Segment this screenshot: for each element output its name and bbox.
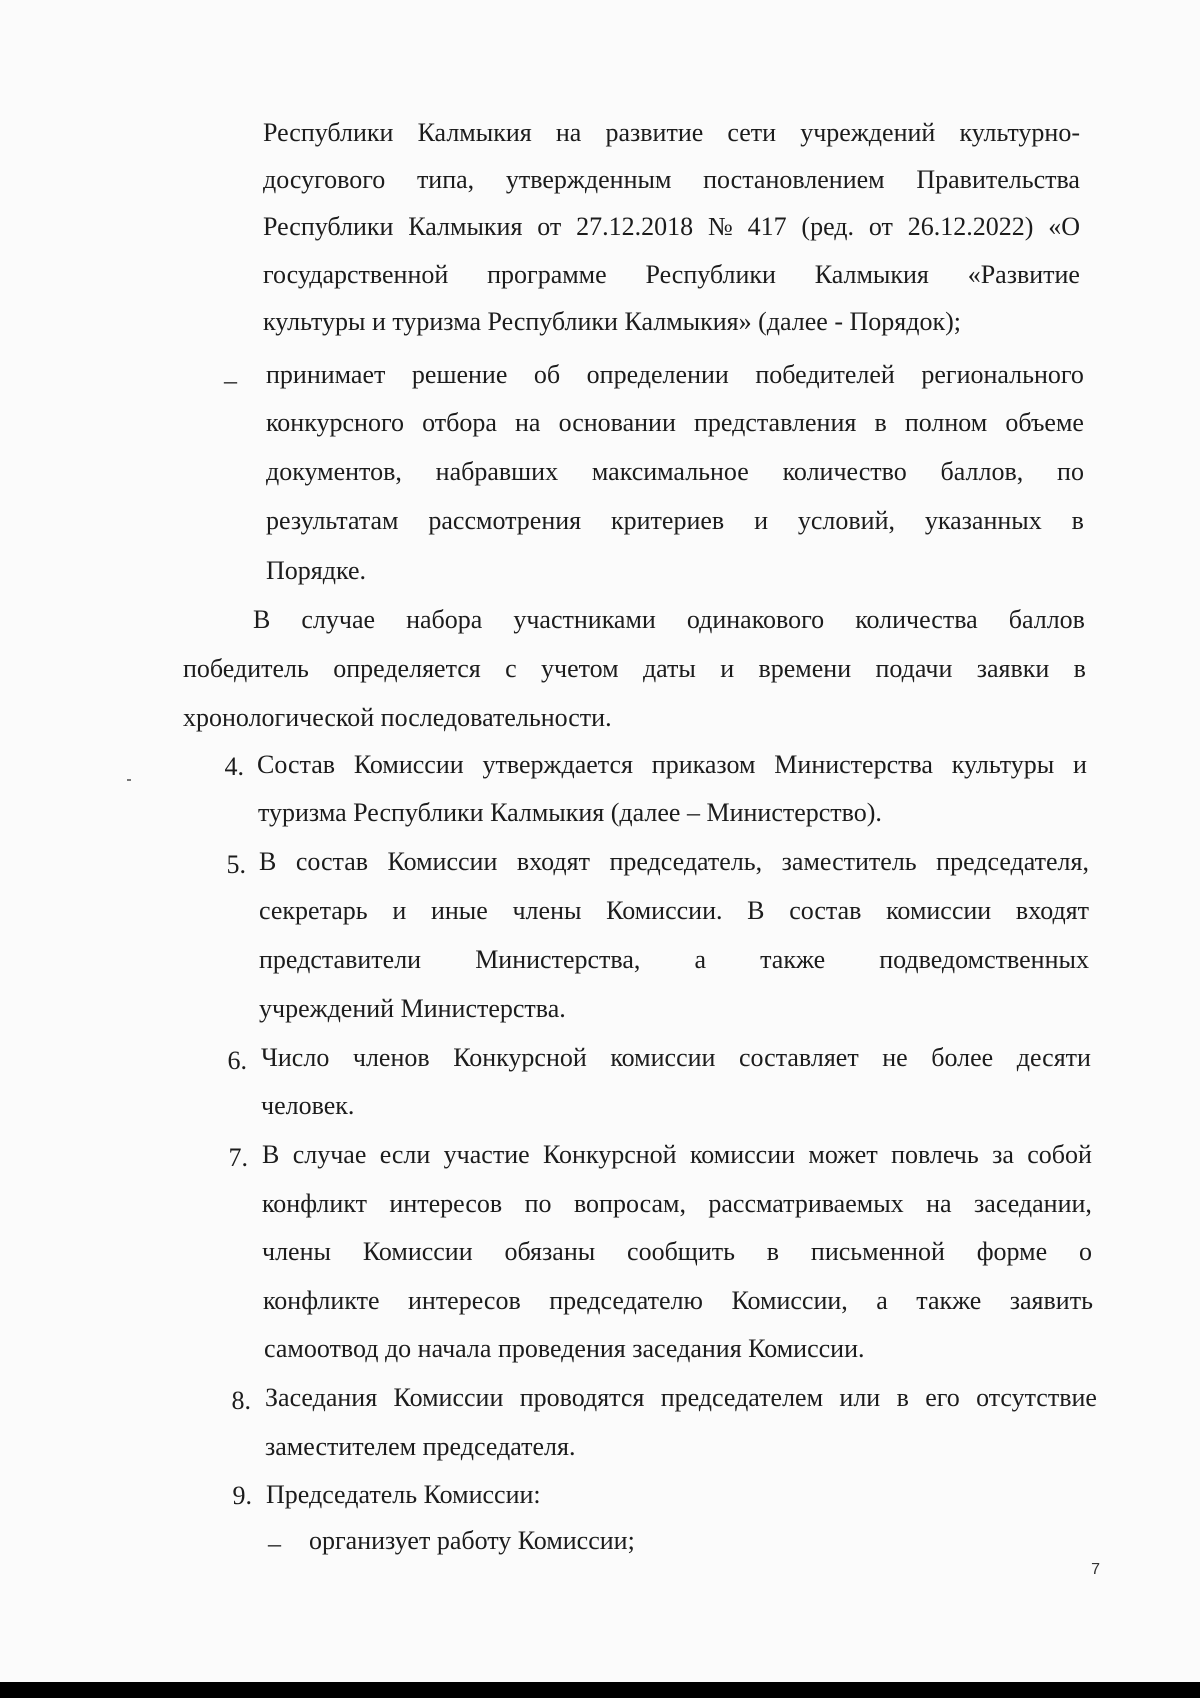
word: (ред. [801,212,855,241]
word: на [555,118,582,147]
word: на [926,1189,952,1218]
word: подачи [875,654,953,683]
list-item-number: 5. [226,850,246,879]
word: комиссии [886,896,992,925]
word: времени [758,654,852,683]
word: Республики [263,118,394,147]
word: и [392,896,407,925]
word: Комиссии [393,1383,504,1412]
word: конфликт [262,1189,367,1218]
word: состав [789,896,862,925]
word: указанных [924,506,1042,535]
word: отбора [422,408,497,437]
list-dash-marker: – [224,366,237,395]
word: победителей [755,360,895,389]
word: с [505,654,517,683]
word: постановлением [703,165,885,194]
scan-bottom-edge [0,1682,1200,1698]
word: «Развитие [967,260,1080,289]
word: Комиссии, [731,1286,848,1315]
word: определении [586,360,729,389]
word: утвержденным [505,165,672,194]
word: конкурсного [266,408,404,437]
text-line [257,750,1087,780]
word: заседании, [974,1189,1092,1218]
list-item-number: 4. [224,752,244,781]
word: не [882,1043,908,1072]
word: Калмыкия [814,260,929,289]
word: комиссии [610,1043,716,1072]
word: от [537,212,562,241]
text-line [259,896,1089,926]
word: набора [406,605,483,634]
text-line [253,605,1085,635]
word: председатель, [609,847,763,876]
text-line: Порядке. [266,556,366,585]
word: «О [1048,212,1080,241]
word: Состав [257,750,336,779]
word: заявки [976,654,1050,683]
text-line [262,1189,1092,1219]
word: председателя, [936,847,1089,876]
word: В [747,896,765,925]
word: Комиссии [353,750,464,779]
text-line [261,1043,1091,1073]
text-line [263,118,1080,148]
page-number: 7 [1091,1561,1100,1578]
word: входят [1015,896,1089,925]
word: Республики [645,260,776,289]
word: в [1073,654,1086,683]
word: Калмыкия [408,212,523,241]
word: подведомственных [879,945,1089,974]
text-line [266,360,1084,390]
word: Конкурсной [453,1043,587,1072]
text-line [263,260,1080,290]
word: и [720,654,735,683]
word: о [1078,1237,1092,1266]
word: отсутствие [976,1383,1097,1412]
list-item-number: 6. [227,1046,247,1075]
list-item-number: 8. [231,1386,251,1415]
word: участие [443,1140,530,1169]
word: интересов [407,1286,521,1315]
word: В [262,1140,280,1169]
word: 417 [747,212,787,241]
list-dash-marker: – [268,1529,281,1558]
word: а [694,945,707,974]
word: государственной [263,260,449,289]
word: баллов [1008,605,1085,634]
word: Заседания [265,1383,378,1412]
word: конфликте [263,1286,380,1315]
word: представления [694,408,857,437]
word: также [760,945,826,974]
word: по [524,1189,552,1218]
text-line [266,457,1084,487]
word: условий, [797,506,895,535]
word: решение [411,360,508,389]
word: в [766,1237,780,1266]
text-line: культуры и туризма Республики Калмыкия» (далее - Порядок); [263,307,961,336]
word: случае [301,605,376,634]
word: учреждений [800,118,936,147]
word: иные [430,896,488,925]
word: участниками [513,605,656,634]
word: Комиссии [387,847,498,876]
word: 27.12.2018 [576,212,694,241]
word: в [1071,506,1084,535]
word: может [808,1140,878,1169]
word: проводятся [519,1383,645,1412]
word: собой [1027,1140,1092,1169]
text-line [262,1237,1092,1267]
word: в [874,408,887,437]
word: культурно- [959,118,1080,147]
word: приказом [651,750,756,779]
word: вопросам, [573,1189,686,1218]
word: в [896,1383,909,1412]
word: десяти [1016,1043,1091,1072]
word: секретарь [259,896,368,925]
list-item-number: 7. [228,1143,248,1172]
text-line [259,945,1089,975]
word: входят [516,847,590,876]
word: обязаны [504,1237,596,1266]
text-line [265,1383,1097,1413]
word: баллов, [940,457,1024,486]
word: повлечь [891,1140,979,1169]
word: и [1073,750,1087,779]
word: об [533,360,561,389]
word: Комиссии [362,1237,473,1266]
text-line [262,1140,1092,1170]
scan-speck [127,779,131,781]
word: от [868,212,893,241]
text-line: хронологической последовательности. [183,703,612,732]
word: даты [642,654,696,683]
text-line [263,165,1080,195]
word: типа, [416,165,475,194]
word: победитель [183,654,309,683]
text-line: самоотвод до начала проведения заседания Комиссии. [264,1334,865,1363]
word: Республики [263,212,394,241]
text-line: заместителем председателя. [265,1432,576,1461]
word: более [931,1043,994,1072]
word: члены [262,1237,331,1266]
word: или [839,1383,881,1412]
word: В [253,605,271,634]
word: форме [976,1237,1048,1266]
word: интересов [389,1189,503,1218]
text-line [263,212,1080,242]
word: а [876,1286,888,1315]
text-line: человек. [261,1091,355,1120]
word: максимальное [591,457,749,486]
word: количество [782,457,907,486]
text-line [183,654,1086,684]
word: по [1057,457,1084,486]
word: развитие [605,118,704,147]
word: членов [352,1043,430,1072]
word: сообщить [627,1237,735,1266]
word: письменной [810,1237,945,1266]
word: комиссии [689,1140,796,1169]
word: Министерства, [475,945,641,974]
word: регионального [921,360,1084,389]
word: объеме [1005,408,1084,437]
word: также [916,1286,982,1315]
word: его [925,1383,960,1412]
word: составляет [738,1043,859,1072]
word: основании [558,408,676,437]
word: утверждается [482,750,633,779]
word: Число [261,1043,330,1072]
word: досугового [263,165,386,194]
word: № [707,212,733,241]
word: Комиссии. [606,896,723,925]
word: Министерства [774,750,933,779]
text-line [263,1286,1093,1316]
word: В [259,847,277,876]
word: набравших [435,457,559,486]
word: если [379,1140,431,1169]
word: критериев [611,506,725,535]
word: и [754,506,768,535]
text-line: туризма Республики Калмыкия (далее – Министерство). [258,798,882,827]
text-line [266,408,1084,438]
word: председателем [660,1383,824,1412]
list-item-number: 9. [232,1481,252,1510]
word: заявить [1009,1286,1093,1315]
word: результатам [266,506,399,535]
word: документов, [266,457,402,486]
word: заместитель [781,847,917,876]
word: 26.12.2022) [907,212,1034,241]
word: Калмыкия [417,118,532,147]
word: за [992,1140,1014,1169]
word: учетом [541,654,619,683]
text-line [259,847,1089,877]
word: программе [487,260,607,289]
text-line: организует работу Комиссии; [309,1526,635,1555]
word: на [514,408,541,437]
word: Правительства [916,165,1080,194]
word: определяется [333,654,481,683]
text-line: Председатель Комиссии: [266,1480,541,1509]
text-line: учреждений Министерства. [259,994,566,1023]
word: полном [904,408,988,437]
word: представители [259,945,422,974]
word: рассматриваемых [708,1189,904,1218]
word: культуры [951,750,1055,779]
word: члены [512,896,582,925]
text-line [266,506,1084,536]
word: сети [727,118,777,147]
word: Конкурсной [543,1140,677,1169]
word: количества [855,605,978,634]
word: рассмотрения [428,506,582,535]
word: состав [295,847,369,876]
word: одинакового [686,605,825,634]
word: председателю [549,1286,703,1315]
word: принимает [266,360,386,389]
word: случае [292,1140,367,1169]
